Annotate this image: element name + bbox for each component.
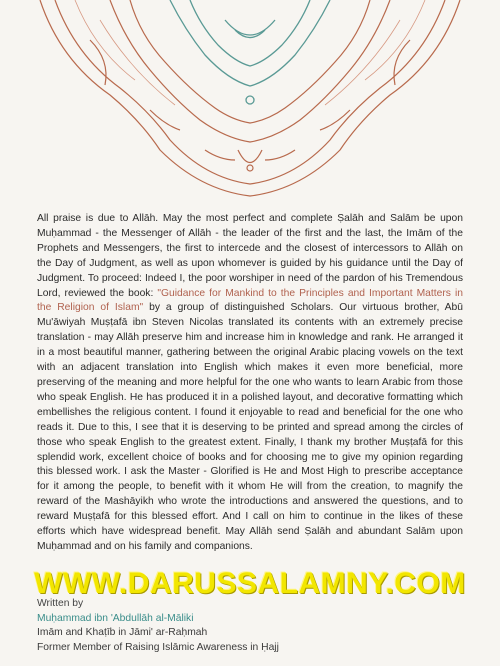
author-title-1: Imām and Khaṭīb in Jāmi' ar-Raḥmah (37, 627, 208, 638)
mandala-ornament-icon (0, 0, 500, 200)
credit-block (37, 597, 463, 655)
endorsement-part-1: All praise is due to Allāh. May the most perfect and complete Ṣalāh and Salām be upon Muḥammad - the Messenger of Allāh - the leader of the first and the last, the Imām of the Prophets and Messengers, the first to intercede and the closest of intercessors to Allāh on the Day of Judgment, as well as upon whomever is guided by his guidance until the Day of Judgment. To proceed: Indeed I, the poor worshiper in need of the pardon of his Tremendous Lord, reviewed the book: (37, 213, 463, 299)
author-name: Muḥammad ibn 'Abdullāh al-Māliki (37, 612, 194, 624)
endorsement-text (37, 212, 463, 555)
book-title: "Guidance for Mankind to the Principles and Important Matters in the Religion of Islam" (37, 287, 463, 314)
author-title-2: Former Member of Raising Islāmic Awareness in Ḥajj (37, 641, 279, 653)
watermark: WWW.DARUSSALAMNY.COM (34, 567, 466, 600)
endorsement-part-2: by a group of distinguished Scholars. Our virtuous brother, Abū Mu'āwiyah Muṣṭafā ibn Steven Nicolas translated its contents with an extremely precise translation - may Allāh preserve him and increase him in knowledge and rank. He arranged it in a most beautiful manner, gathering between the original Arabic placing vowels on the text with an adjacent translation into English which makes it even more beneficial, more preserving of the meaning and more helpful for the one who wants to learn Arabic from those who speak English. He has produced it in a polished layout, and decorative formatting which embellishes the religious content. I found it enjoyable to read and beneficial for the one who reads it. Due to this, I see that it is deserving to be printed and spread among the circles of those who speak English to the greatest extent. Finally, I thank my brother Muṣṭafā for this splendid work, excellent choice of books and for choosing me to give my opinion regarding this blessed work. I ask the Master - Glorified is He and Most High to prescribe acceptance for it among the people, to benefit with it whom He will from the creation, to magnify the reward of the Mashāyikh who wrote the introductions and answered the questions, and to reward Muṣṭafā for this blessed effort. And I call on him to continue in the likes of these efforts which have widespread benefit. May Allāh send Ṣalāh and abundant Salām upon Muḥammad and on his family and companions. (37, 302, 463, 552)
written-by-label: Written by (37, 598, 84, 609)
